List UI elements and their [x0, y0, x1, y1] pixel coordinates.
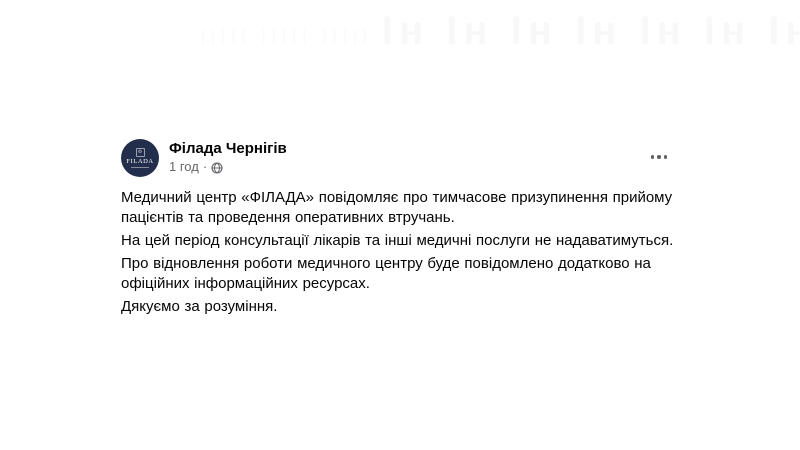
avatar-emblem-icon: Ф [136, 148, 145, 157]
post-paragraph: Дякуємо за розуміння. [121, 298, 278, 315]
avatar[interactable] [121, 139, 159, 177]
background-watermark [200, 4, 800, 58]
post-paragraph: На цей період консультації лікарів та інші медичні послуги не надаватимуться. [121, 232, 674, 249]
post-header-meta [169, 139, 287, 175]
ellipsis-icon [651, 155, 655, 159]
watermark-text-light [200, 24, 372, 49]
post-paragraph: Про відновлення роботи медичного центру буде повідомлено додатково на офіційних інформаційних ресурсах. [121, 255, 651, 292]
post-header [121, 139, 687, 177]
globe-icon [211, 162, 223, 174]
post-body [121, 188, 687, 317]
author-name-link[interactable]: Філада Чернігів [169, 140, 287, 157]
facebook-post [121, 139, 687, 317]
post-meta-row [169, 159, 287, 175]
post-paragraph: Медичний центр «ФІЛАДА» повідомляє про тимчасове призупинення прийому пацієнтів та проведення оперативних втручань. [121, 189, 673, 226]
post-options-button[interactable] [645, 147, 673, 167]
post-timestamp[interactable]: 1 год [169, 159, 199, 174]
meta-separator: · [202, 159, 208, 174]
avatar-subtext-line [131, 167, 149, 168]
watermark-text-main [382, 9, 800, 53]
avatar-logo-text: FILADA [126, 158, 154, 165]
